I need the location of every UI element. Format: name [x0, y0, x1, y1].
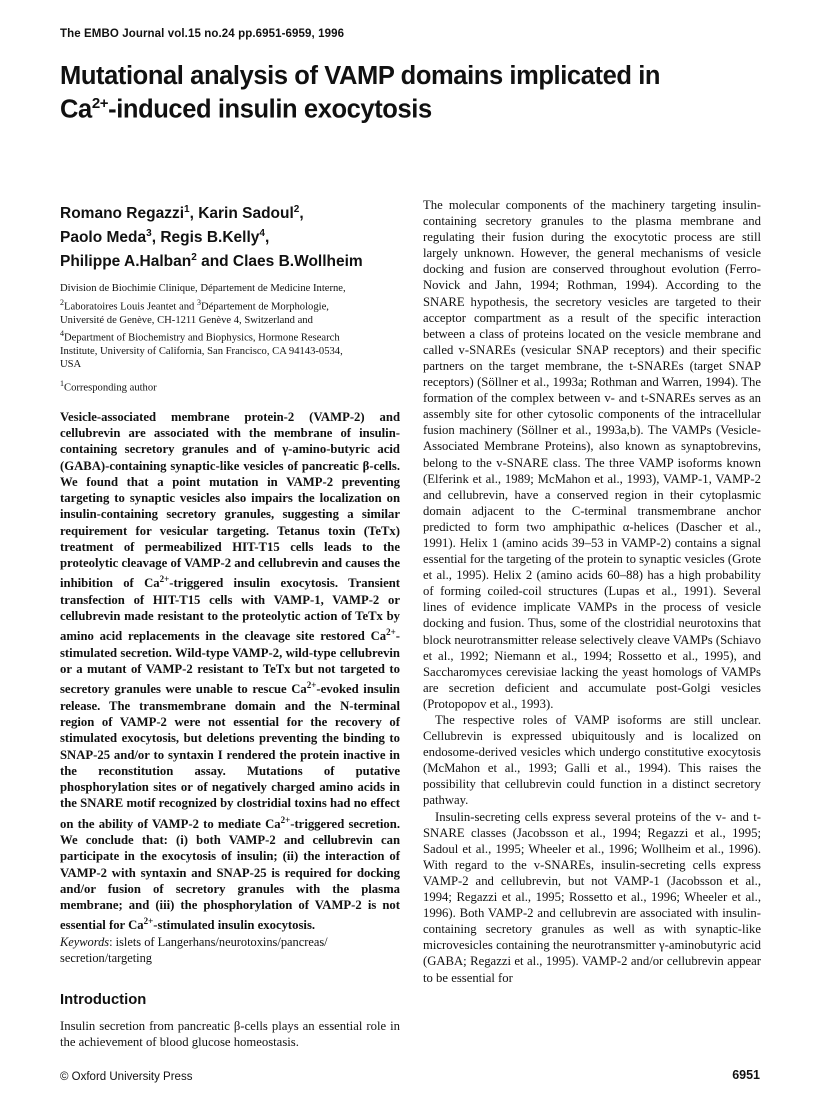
abstract-part-5: -triggered secretion. We conclude that: (i) both VAMP-2 and cellubrevin can participate in the exocytosis of insulin; (ii) the interaction of VAMP-2 with syntaxin and SNAP-25 is required for docking and/or fusion of secretory granules with the plasma membrane; and (iii) the phosphorylation of VAMP-2 is not essential for Ca — [60, 816, 400, 933]
author-1-affil: 1 — [184, 204, 190, 215]
article-title — [60, 62, 710, 124]
title-line-2 — [60, 90, 710, 124]
affiliation-line-6: USA — [60, 359, 82, 371]
author-2: , Karin Sadoul — [189, 205, 294, 223]
author-2-affil: 2 — [293, 204, 300, 215]
corresponding-author-note — [60, 377, 400, 395]
abstract-part-6: -stimulated insulin exocytosis. — [153, 918, 316, 933]
left-column — [60, 200, 400, 1051]
author-6: and Claes B.Wollheim — [196, 253, 363, 271]
author-5: Philippe A.Halban — [60, 253, 192, 271]
author-4-affil: 4 — [259, 228, 265, 240]
affiliation-line-3: Université de Genève, CH-1211 Genève 4, Switzerland and — [60, 314, 313, 326]
journal-header: The EMBO Journal vol.15 no.24 pp.6951-6959, 1996 — [60, 28, 345, 40]
body-paragraph-1: The molecular components of the machinery targeting insulin-containing secretory granules to the plasma membrane and regulating their fusion during the exocytotic process are still largely unknown. However, the general mechanisms of vesicle docking and fusion are conserved throughout evolution (Ferro-Novick and Jahn, 1994; Rothman, 1994). According to the SNARE hypothesis, the secretory vesicles are targeted to their acceptor compartment as a result of the specific interaction between a class of proteins located on the vesicle membrane and called v-SNAREs (vesicular SNAP receptors) and their specific partners on the target membrane, the t-SNAREs (target SNAP receptors) (Söllner et al., 1993a; Rothman and Warren, 1994). The formation of the complex between v- and t-SNAREs serves as an assembly site for other cytosolic components of the intracellular fusion machinery (Söllner et al., 1993a,b). The VAMPs (Vesicle-Associated Membrane Proteins), also known as synaptobrevins, belong to the v-SNARE class. The three VAMP isoforms known (Elferink et al., 1989; McMahon et al., 1993), VAMP-1, VAMP-2 and cellubrevin, have a conserved region in their cytoplasmic domain adjacent to the C-terminal transmembrane anchor predicted to form two amphipathic α-helices (Dascher et al., 1991). Helix 1 (amino acids 39–53 in VAMP-2) contains a signal essential for the targeting of the protein to synaptic vesicles (Grote et al., 1995). Helix 2 (amino acids 60–88) has a high probability of forming coiled-coil structures (Lupas et al., 1991). Several lines of evidence implicate VAMPs in the process of vesicle docking and fusion. Thus, some of the clostridial neurotoxins that block neurotransmitter release selectively cleave VAMPs (Schiavo et al., 1992; Niemann et al., 1994; Rossetto et al., 1995), and Saccharomyces cerevisiae lacking the yeast homologs of VAMPs are secretion deficient and accumulate post-Golgi vesicles (Protopopov et al., 1993). — [423, 198, 761, 711]
abstract-part-2: -triggered insulin exocytosis. Transient transfection of HIT-T15 cells with VAMP-1, VAMP-2 or cellubrevin made resistant to the proteolytic action of TeTx by amino acid replacements in the cleavage site restored Ca — [60, 576, 400, 644]
corresponding-label: Corresponding author — [64, 382, 157, 394]
author-3-affil: 3 — [146, 228, 152, 240]
title-ca: Ca — [60, 95, 92, 124]
author-4: , Regis B.Kelly — [151, 229, 260, 247]
affiliations — [60, 282, 400, 371]
publisher-footer: © Oxford University Press — [60, 1071, 193, 1083]
keywords-text: : islets of Langerhans/neurotoxins/pancreas/ secretion/targeting — [60, 934, 328, 965]
abstract-sup-3: 2+ — [306, 680, 317, 691]
abstract-sup-1: 2+ — [159, 574, 170, 585]
author-list: Romano Regazzi$^1$, Karin Sadoul$^2$, Paolo Meda$^3$, Regis B.Kelly$^4$, Philippe A.Halban$^2$ and Claes B.Wollheim — [60, 204, 363, 271]
title-line-1: Mutational analysis of VAMP domains implicated in — [60, 62, 661, 90]
abstract-sup-4: 2+ — [280, 814, 291, 825]
affiliation-line-4: Department of Biochemistry and Biophysics, Hormone Research — [64, 332, 340, 344]
affiliation-line-5: Institute, University of California, San Francisco, CA 94143-0534, — [60, 345, 343, 357]
affiliation-line-1: Division de Biochimie Clinique, Département de Medicine Interne, — [60, 283, 346, 295]
abstract-part-3: -stimulated secretion. Wild-type VAMP-2, wild-type cellubrevin or a mutant of VAMP-2 resistant to TeTx but not targeted to secretory granules were unable to rescue Ca — [60, 629, 400, 697]
keywords-label: Keywords — [60, 934, 110, 949]
abstract-sup-2: 2+ — [386, 627, 396, 638]
affiliation-marker-3: 3 — [196, 297, 201, 307]
author-3: Paolo Meda — [60, 229, 147, 247]
introduction-paragraph: Insulin secretion from pancreatic β-cells plays an essential role in the achievement of blood glucose homeostasis. — [60, 1019, 400, 1050]
abstract-part-1: Vesicle-associated membrane protein-2 (VAMP-2) and cellubrevin are associated with the membrane of insulin-containing secretory granules and of γ-amino-butyric acid (GABA)-containing synaptic-like vesicles of pancreatic β-cells. We found that a point mutation in VAMP-2 preventing targeting to synaptic vesicles also impairs the localization on insulin-containing secretory granules, suggesting a similar requirement for vesicular targeting. Tetanus toxin (TeTx) treatment of permeabilized HIT-T15 cells leads to the proteolytic cleavage of VAMP-2 and cellubrevin and causes the inhibition of Ca — [60, 409, 400, 591]
title-superscript: 2+ — [91, 95, 109, 112]
abstract-part-4: -evoked insulin release. The transmembrane domain and the N-terminal region of VAMP-2 were not essential for the recovery of stimulated exocytosis, but deletions preventing the binding to SNAP-25 and/or to syntaxin I rendered the protein inactive in the reconstitution assay. Mutations of putative phosphorylation sites or of negatively charged amino acids in the SNARE motif recognized by clostridial toxins had no effect on the ability of VAMP-2 to mediate Ca — [60, 682, 400, 831]
body-paragraph-2: The respective roles of VAMP isoforms are still unclear. Cellubrevin is expressed ubiquitously and is localized on endosome-derived vesicles which undergo constitutive exocytosis (McMahon et al., 1993; Galli et al., 1994). This raises the possibility that cellubrevin could function in a distinct secretory pathway. — [423, 713, 761, 808]
affiliation-marker-2: 2 — [60, 297, 64, 307]
right-column — [423, 197, 761, 986]
affiliation-line-2b: Département de Morphologie, — [200, 301, 329, 313]
abstract — [60, 409, 400, 934]
body-paragraph-3: Insulin-secreting cells express several proteins of the v- and t-SNARE classes (Jacobsson et al., 1994; Regazzi et al., 1995; Sadoul et al., 1995; Wheeler et al., 1996; Wollheim et al., 1996). With regard to the v-SNAREs, insulin-secreting cells express VAMP-2 and cellubrevin, but not VAMP-1 (Jacobsson et al., 1994; Regazzi et al., 1995; Rossetto et al., 1996; Wheeler et al., 1996). Both VAMP-2 and cellubrevin are associated with insulin-containing secretory granules as well as with synaptic-like microvesicles containing the neurotransmitter γ-aminobutyric acid (GABA; Regazzi et al., 1995). VAMP-2 and/or cellubrevin appear to be essential for — [423, 809, 761, 985]
affiliation-marker-4: 4 — [60, 328, 64, 338]
page-number: 6951 — [732, 1068, 760, 1082]
author-5-affil: 2 — [191, 252, 197, 264]
title-rest: -induced insulin exocytosis — [108, 95, 432, 124]
introduction-heading: Introduction — [60, 992, 147, 1009]
affiliation-line-2a: Laboratoires Louis Jeantet and — [64, 301, 197, 313]
corresponding-marker: 1 — [60, 379, 64, 389]
keywords — [60, 934, 400, 966]
author-1: Romano Regazzi — [60, 205, 185, 223]
abstract-sup-5: 2+ — [143, 916, 154, 927]
